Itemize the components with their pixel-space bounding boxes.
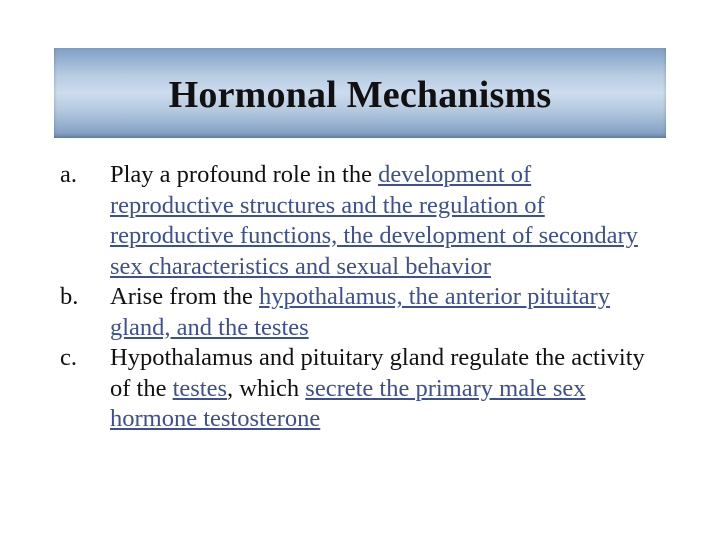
hyperlink[interactable]: hypothalamus, the anterior pituitary gland, and the testes — [110, 283, 611, 341]
slide-title: Hormonal Mechanisms — [168, 74, 552, 116]
hyperlink[interactable]: testes — [172, 374, 228, 402]
title-banner — [54, 48, 666, 138]
list-item-text — [110, 160, 660, 282]
hyperlink[interactable]: secrete the primary male sex hormone testosterone — [110, 374, 586, 432]
text-segment: Arise from the — [110, 283, 259, 310]
text-segment: Play a profound role in the — [110, 161, 379, 188]
text-segment: , which — [227, 374, 306, 402]
list-item — [60, 160, 660, 282]
list-marker: c. — [60, 344, 77, 371]
list-marker: b. — [60, 283, 79, 310]
list-marker: a. — [60, 161, 77, 188]
list-item — [60, 282, 660, 343]
text-segment: Hypothalamus and pituitary gland regulate the activity of the — [110, 344, 645, 402]
list-item-text — [110, 282, 660, 343]
list-item — [60, 343, 660, 435]
content-list — [60, 160, 660, 435]
hyperlink[interactable]: development of reproductive structures and the regulation of reproductive functions, the development of secondary sex characteristics and sexual behavior — [110, 161, 638, 280]
list-item-text — [110, 343, 660, 435]
